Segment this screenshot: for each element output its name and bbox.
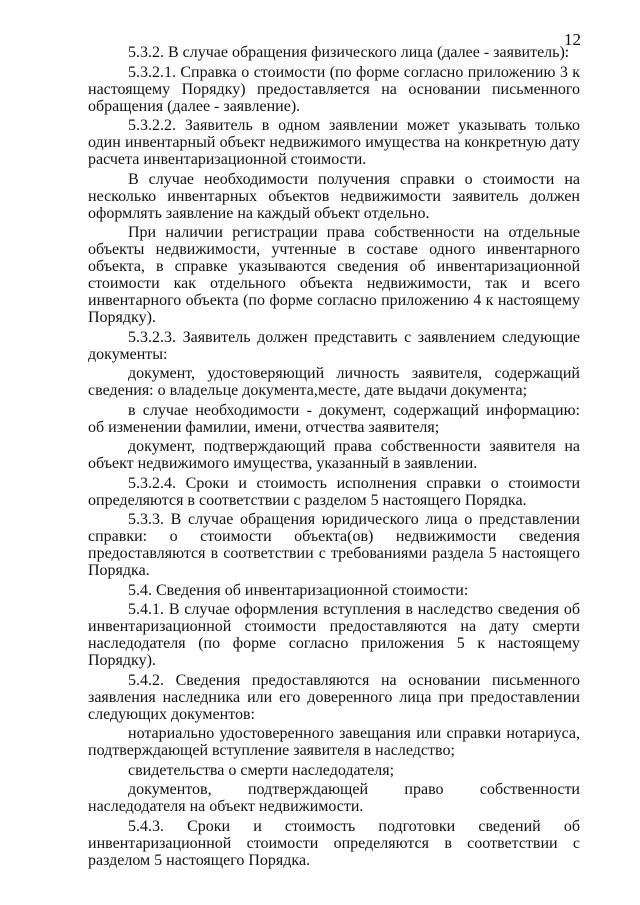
list-item: в случае необходимости - документ, содержащий информацию: об изменении фамилии, имени, отчества заявителя; (88, 401, 580, 436)
paragraph: 5.3.2.2. Заявитель в одном заявлении может указывать только один инвентарный объект недвижимого имущества на конкретную дату расчета инвентаризационной стоимости. (88, 117, 580, 168)
paragraph: 5.3.2.4. Сроки и стоимость исполнения справки о стоимости определяются в соответствии с разделом 5 настоящего Порядка. (88, 474, 580, 509)
paragraph: 5.3.2. В случае обращения физического лица (далее - заявитель): (128, 44, 570, 61)
paragraph: 5.4.2. Сведения предоставляются на основании письменного заявления наследника или его доверенного лица при предоставлении следующих документов: (88, 671, 580, 723)
list-item: документ, удостоверяющий личность заявителя, содержащий сведения: о владельце документа,месте, дате выдачи документа; (88, 365, 580, 399)
paragraph: 5.3.2.3. Заявитель должен представить с заявлением следующие документы: (88, 328, 580, 363)
section-heading: 5.4. Сведения об инвентаризационной стоимости: (128, 581, 469, 599)
list-item: нотариально удостоверенного завещания или справки нотариуса, подтверждающей вступление заявителя в наследство; (88, 725, 580, 759)
list-item: документ, подтверждающий права собственности заявителя на объект недвижимого имущества, указанный в заявлении. (88, 438, 580, 472)
page-number: 12 (564, 30, 581, 49)
paragraph: 5.4.3. Сроки и стоимость подготовки сведений об инвентаризационной стоимости определяются в соответствии с разделом 5 настоящего Порядка. (88, 817, 580, 869)
paragraph: 5.3.3. В случае обращения юридического лица о представлении справки: о стоимости объекта(ов) недвижимости сведения предоставляются в соответствии с требованиями раздела 5 настоящего Порядка. (88, 511, 580, 579)
paragraph: 5.4.1. В случае оформления вступления в наследство сведения об инвентаризационной стоимости предоставляются на дату смерти наследодателя (по форме согласно приложения 5 к настоящему Порядку). (88, 601, 580, 669)
paragraph: 5.3.2.1. Справка о стоимости (по форме согласно приложению 3 к настоящему Порядку) предоставляется на основании письменного обращения (далее - заявление). (88, 63, 580, 115)
document-body (88, 44, 580, 871)
paragraph: В случае необходимости получения справки о стоимости на несколько инвентарных объектов недвижимости заявитель должен оформлять заявление на каждый объект отдельно. (88, 170, 580, 222)
list-item: свидетельства о смерти наследодателя; (128, 761, 395, 779)
paragraph: При наличии регистрации права собственности на отдельные объекты недвижимости, учтенные в составе одного инвентарного объекта, в справке указываются сведения об инвентаризационной стоимости как отдельного объекта недвижимости, так и всего инвентарного объекта (по форме согласно приложению 4 к настоящему Порядку). (88, 224, 580, 326)
list-item: документов, подтверждающей право собственности наследодателя на объект недвижимости. (88, 781, 580, 815)
